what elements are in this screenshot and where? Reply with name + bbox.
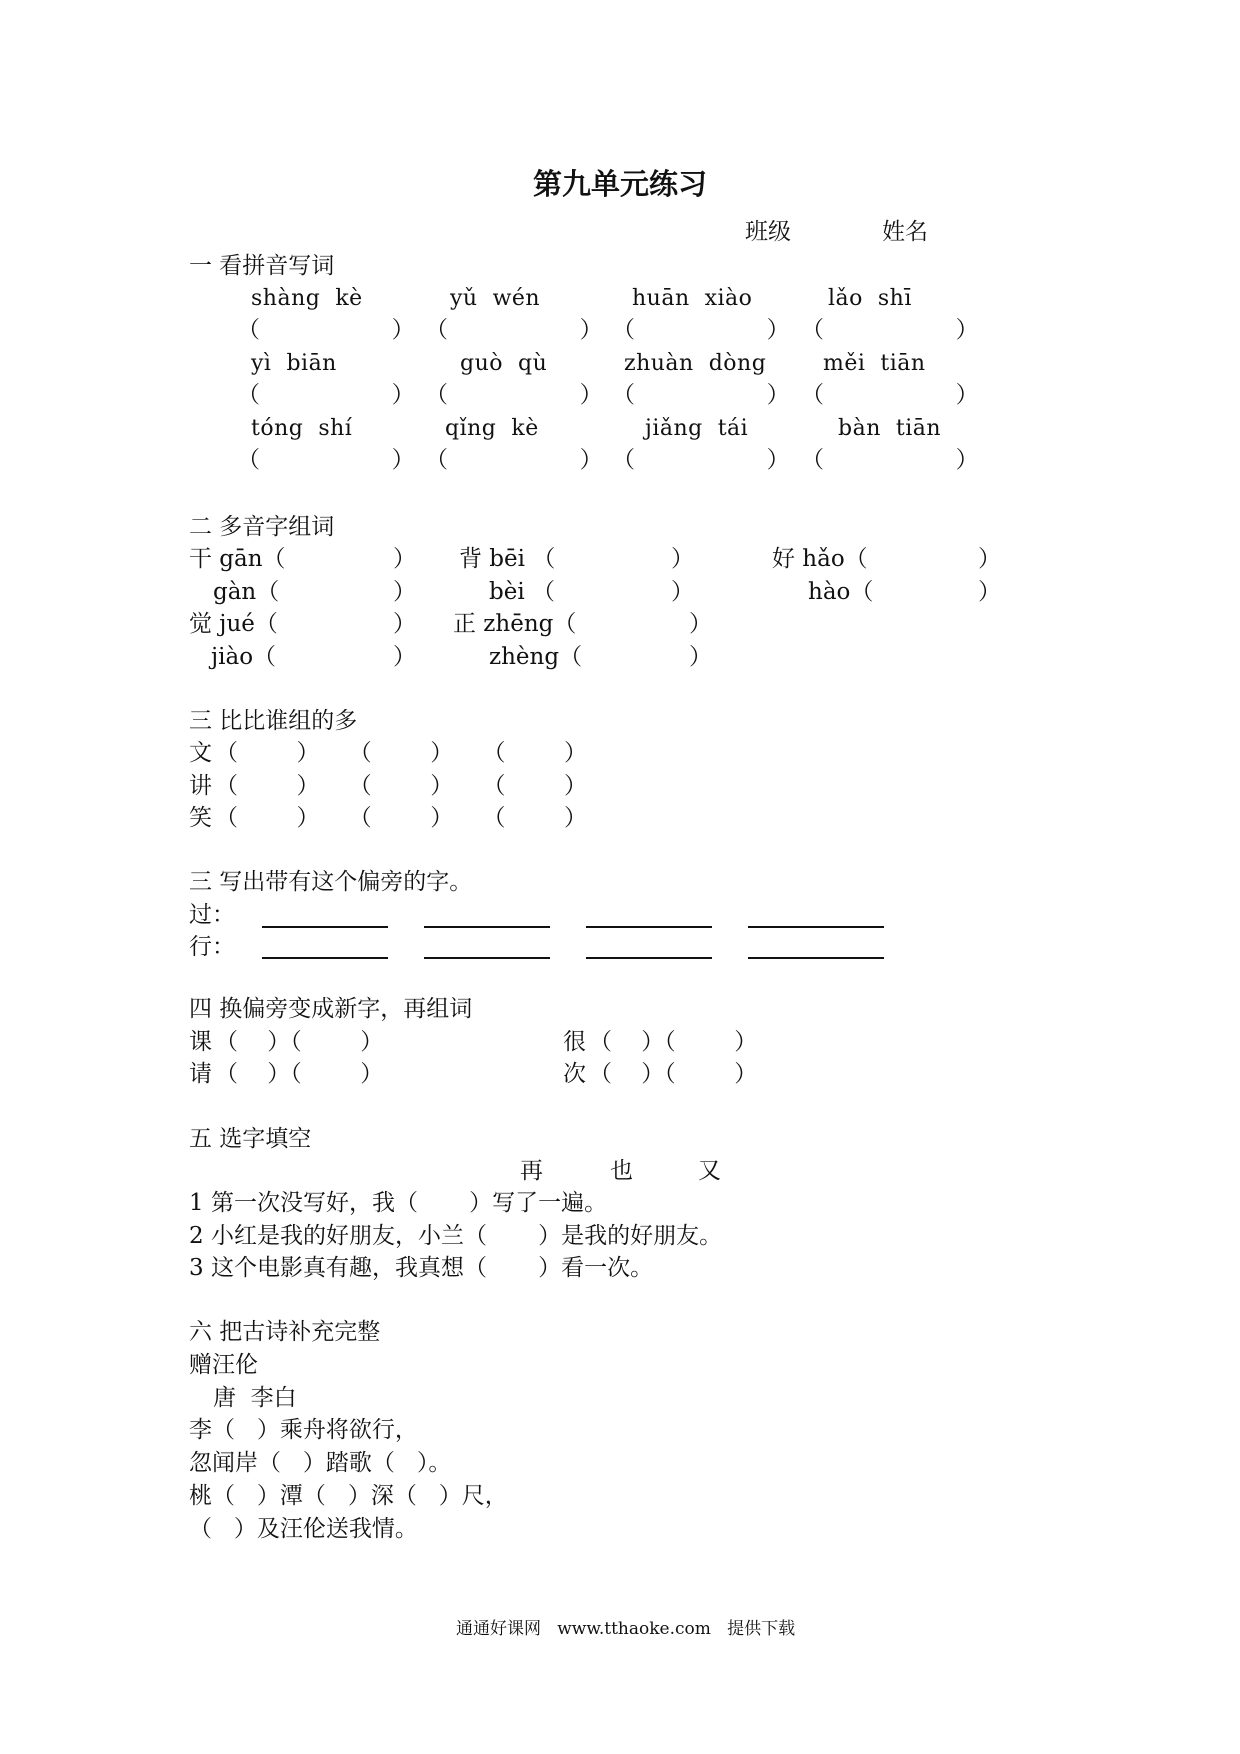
answer-line[interactable]: [424, 926, 550, 928]
radical-label: 过：: [189, 902, 235, 928]
closing-paren[interactable]: ）: [689, 611, 712, 637]
answer-blank[interactable]: （ ）: [612, 317, 790, 343]
answer-blank[interactable]: （ ）: [612, 447, 790, 473]
answer-blank[interactable]: （ ） （ ） （ ）: [215, 740, 587, 766]
section-4-heading: 三 写出带有这个偏旁的字。: [189, 869, 473, 895]
poem-title: 赠汪伦: [189, 1352, 258, 1378]
answer-blank[interactable]: （ ）: [237, 382, 415, 408]
answer-blank[interactable]: （ ）: [801, 317, 979, 343]
sentence: 1 第一次没写好，我（ ）写了一遍。: [189, 1190, 608, 1216]
closing-paren[interactable]: ）: [978, 546, 1001, 572]
pinyin-item: yǔ wén: [450, 286, 541, 311]
pinyin-item: jiǎng tái: [645, 416, 749, 441]
answer-line[interactable]: [748, 926, 884, 928]
pinyin-item: bàn tiān: [838, 416, 942, 441]
closing-paren[interactable]: ）: [671, 546, 694, 572]
section-6-heading: 五 选字填空: [189, 1126, 312, 1152]
base-char: 次: [563, 1061, 586, 1087]
pinyin-item: guò qù: [460, 351, 548, 376]
answer-line[interactable]: [424, 957, 550, 959]
polyphone-item: 好 hǎo（: [772, 546, 868, 572]
class-label: 班级: [745, 219, 791, 245]
polyphone-item: 背 bēi （: [459, 546, 556, 572]
base-char: 讲: [189, 773, 212, 799]
answer-line[interactable]: [748, 957, 884, 959]
answer-blank[interactable]: （ ）: [801, 447, 979, 473]
answer-blank[interactable]: （ ）（ ）: [215, 1061, 384, 1087]
pinyin-item: zhuàn dòng: [624, 351, 767, 376]
name-label: 姓名: [882, 219, 928, 245]
pinyin-item: shàng kè: [251, 286, 363, 311]
choice-char: 也: [610, 1158, 633, 1184]
section-5-heading: 四 换偏旁变成新字，再组词: [189, 996, 473, 1022]
base-char: 请: [189, 1061, 212, 1087]
answer-blank[interactable]: （ ）（ ）: [589, 1061, 758, 1087]
answer-blank[interactable]: （ ）: [237, 317, 415, 343]
pinyin-item: huān xiào: [632, 286, 753, 311]
answer-line[interactable]: [586, 926, 712, 928]
choice-char: 又: [698, 1158, 721, 1184]
pinyin-item: tóng shí: [251, 416, 353, 441]
poem-author: 唐 李白: [213, 1385, 297, 1411]
base-char: 笑: [189, 805, 212, 831]
polyphone-item: hào（: [808, 579, 874, 605]
closing-paren[interactable]: ）: [393, 579, 416, 605]
poem-line: 忽闻岸（ ）踏歌（ ）。: [189, 1450, 452, 1476]
page-footer: 通通好课网 www.tthaoke.com 提供下载: [456, 1619, 796, 1639]
pinyin-item: měi tiān: [823, 351, 926, 376]
base-char: 文: [189, 740, 212, 766]
pinyin-item: yì biān: [251, 351, 337, 376]
answer-blank[interactable]: （ ）: [237, 447, 415, 473]
closing-paren[interactable]: ）: [689, 644, 712, 670]
answer-blank[interactable]: （ ）（ ）: [215, 1029, 384, 1055]
radical-label: 行：: [189, 934, 235, 960]
base-char: 课: [189, 1029, 212, 1055]
polyphone-item: bèi （: [489, 579, 556, 605]
answer-line[interactable]: [262, 957, 388, 959]
closing-paren[interactable]: ）: [671, 579, 694, 605]
polyphone-item: 正 zhēng（: [453, 611, 577, 637]
answer-blank[interactable]: （ ）: [612, 382, 790, 408]
polyphone-item: jiào（: [211, 644, 277, 670]
polyphone-item: zhèng（: [489, 644, 583, 670]
section-3-heading: 三 比比谁组的多: [189, 708, 358, 734]
answer-blank[interactable]: （ ） （ ） （ ）: [215, 805, 587, 831]
closing-paren[interactable]: ）: [393, 611, 416, 637]
closing-paren[interactable]: ）: [393, 546, 416, 572]
answer-blank[interactable]: （ ）: [801, 382, 979, 408]
choice-char: 再: [520, 1158, 543, 1184]
answer-line[interactable]: [586, 957, 712, 959]
answer-blank[interactable]: （ ）: [425, 447, 603, 473]
answer-line[interactable]: [262, 926, 388, 928]
polyphone-item: 干 gān（: [189, 546, 286, 572]
sentence: 3 这个电影真有趣，我真想（ ）看一次。: [189, 1255, 654, 1281]
pinyin-item: qǐng kè: [445, 416, 539, 441]
poem-line: （ ）及汪伦送我情。: [189, 1516, 418, 1542]
closing-paren[interactable]: ）: [978, 579, 1001, 605]
answer-blank[interactable]: （ ）（ ）: [589, 1029, 758, 1055]
closing-paren[interactable]: ）: [393, 644, 416, 670]
answer-blank[interactable]: （ ）: [425, 382, 603, 408]
poem-line: 桃（ ）潭（ ）深（ ）尺，: [189, 1483, 508, 1509]
base-char: 很: [563, 1029, 586, 1055]
section-7-heading: 六 把古诗补充完整: [189, 1319, 381, 1345]
sentence: 2 小红是我的好朋友，小兰（ ）是我的好朋友。: [189, 1223, 723, 1249]
answer-blank[interactable]: （ ）: [425, 317, 603, 343]
answer-blank[interactable]: （ ） （ ） （ ）: [215, 773, 587, 799]
poem-line: 李（ ）乘舟将欲行，: [189, 1417, 418, 1443]
page-title: 第九单元练习: [533, 167, 708, 201]
polyphone-item: 觉 jué（: [189, 611, 278, 637]
section-2-heading: 二 多音字组词: [189, 514, 335, 540]
section-1-heading: 一 看拼音写词: [189, 253, 335, 279]
polyphone-item: gàn（: [213, 579, 280, 605]
pinyin-item: lǎo shī: [828, 286, 912, 311]
